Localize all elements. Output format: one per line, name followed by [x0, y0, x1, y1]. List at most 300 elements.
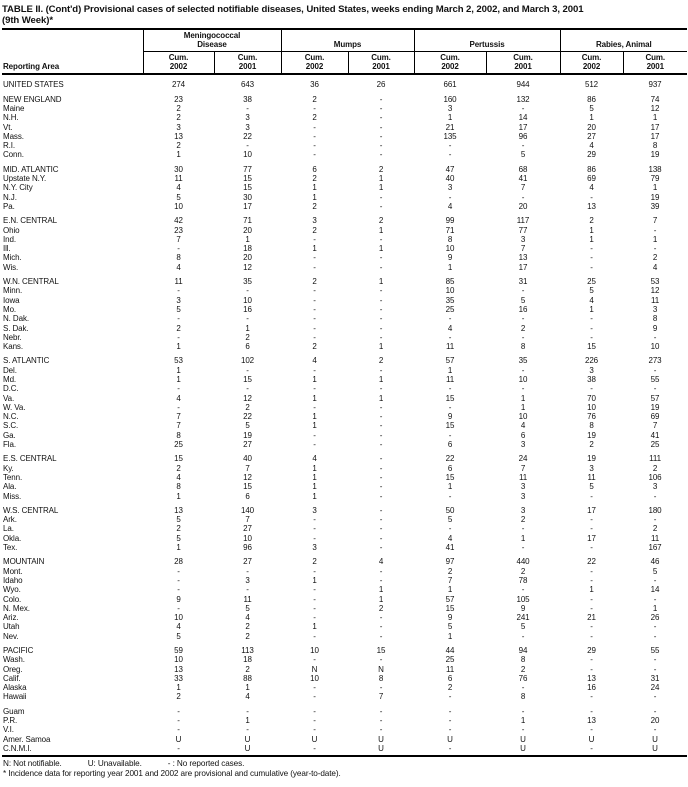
value-cell: -	[653, 491, 657, 501]
region-group-united-states	[2, 74, 687, 89]
value-cell: 10	[650, 342, 660, 352]
row-label: Amer. Samoa	[3, 734, 51, 744]
value-cell: -	[653, 244, 657, 254]
value-cell: -	[521, 543, 525, 553]
value-cell: -	[590, 314, 593, 324]
value-cell: -	[313, 234, 316, 244]
value-cell: 13	[174, 131, 183, 141]
value-cell: -	[379, 463, 383, 473]
value-cell: 14	[650, 585, 660, 595]
value-cell: -	[590, 491, 593, 501]
value-cell: -	[379, 131, 383, 141]
value-cell: 5	[520, 295, 526, 305]
region-group-en-central	[2, 211, 687, 272]
subcolumn-header	[414, 51, 486, 74]
value-cell: -	[590, 622, 593, 632]
value-cell: -	[379, 566, 383, 576]
value-cell: 14	[518, 113, 528, 123]
row-label: La.	[3, 524, 14, 534]
value-cell: 11	[518, 472, 528, 482]
footnote-asterisk: * Incidence data for reporting year 2001 and 2002 are provisional and cumulative (year-to-date).	[3, 769, 341, 779]
value-cell: 8	[520, 692, 526, 702]
value-cell: 1	[312, 412, 317, 422]
table-row	[2, 366, 687, 375]
value-cell: -	[379, 725, 383, 735]
subcolumn-header	[486, 51, 560, 74]
value-cell: 2	[245, 402, 250, 412]
value-cell: U	[652, 743, 658, 753]
value-cell: 1	[652, 234, 658, 244]
value-cell: 18	[243, 655, 252, 665]
value-cell: -	[448, 141, 452, 151]
table-row	[2, 183, 687, 192]
subcolumn-year-label: 2001	[514, 61, 532, 71]
value-cell: 35	[445, 295, 455, 305]
value-cell: 12	[243, 262, 252, 272]
table-row	[2, 272, 687, 286]
table-row	[2, 632, 687, 641]
value-cell: 944	[516, 80, 530, 90]
row-label: Va.	[3, 393, 15, 403]
value-cell: -	[448, 314, 452, 324]
value-cell: 41	[445, 543, 455, 553]
value-cell: -	[379, 314, 383, 324]
value-cell: 47	[445, 164, 455, 174]
value-cell: 25	[650, 440, 660, 450]
table-row	[2, 515, 687, 524]
value-cell: -	[379, 365, 383, 375]
value-cell: 1	[312, 421, 317, 431]
value-cell: 35	[518, 356, 528, 366]
value-cell: 11	[650, 295, 660, 305]
value-cell: 3	[520, 440, 526, 450]
value-cell: 10	[174, 655, 183, 665]
table-row	[2, 132, 687, 141]
value-cell: 12	[650, 103, 660, 113]
value-cell: 8	[176, 482, 181, 492]
table-row	[2, 333, 687, 342]
value-cell: 96	[518, 131, 528, 141]
value-cell: 8	[378, 673, 384, 683]
value-cell: 23	[174, 94, 183, 104]
table-row	[2, 524, 687, 533]
row-label: Oreg.	[3, 664, 23, 674]
value-cell: -	[379, 113, 383, 123]
value-cell: 18	[243, 244, 252, 254]
value-cell: -	[313, 122, 316, 132]
value-cell: -	[653, 622, 657, 632]
value-cell: 10	[243, 533, 252, 543]
value-cell: -	[521, 524, 525, 534]
value-cell: 1	[176, 683, 181, 693]
value-cell: -	[313, 515, 316, 525]
value-cell: -	[313, 402, 316, 412]
table-row	[2, 613, 687, 622]
value-cell: -	[653, 384, 657, 394]
value-cell: 4	[176, 393, 181, 403]
value-cell: 22	[445, 454, 455, 464]
value-cell: -	[448, 150, 452, 160]
value-cell: 27	[243, 557, 252, 567]
row-label: Mass.	[3, 131, 24, 141]
value-cell: -	[590, 655, 593, 665]
value-cell: 15	[445, 472, 455, 482]
value-cell: 5	[520, 622, 526, 632]
row-label: Ariz.	[3, 613, 19, 623]
footnote-legend-dash: - : No reported cases.	[167, 759, 245, 769]
row-label: Hawaii	[3, 692, 27, 702]
value-cell: -	[521, 365, 525, 375]
subcolumn-year-label: 2002	[305, 61, 324, 71]
table-row	[2, 440, 687, 449]
value-cell: 21	[587, 613, 596, 623]
row-label: Ohio	[3, 225, 20, 235]
value-cell: 9	[447, 613, 453, 623]
value-cell: 3	[312, 216, 317, 226]
value-cell: 17	[518, 262, 528, 272]
row-label: Wash.	[3, 655, 25, 665]
value-cell: 25	[445, 655, 455, 665]
row-label: N.Y. City	[3, 183, 33, 193]
value-cell: U	[588, 734, 595, 744]
group-label-line1: Meningococcal	[183, 31, 241, 41]
value-cell: 1	[176, 365, 181, 375]
value-cell: 5	[652, 566, 658, 576]
row-label: Alaska	[3, 683, 27, 693]
value-cell: 4	[378, 557, 384, 567]
value-cell: -	[379, 384, 383, 394]
value-cell: -	[590, 706, 593, 716]
value-cell: 6	[447, 463, 453, 473]
value-cell: -	[653, 631, 657, 641]
value-cell: 13	[587, 673, 596, 683]
value-cell: -	[653, 655, 657, 665]
row-label: Upstate N.Y.	[3, 174, 47, 184]
row-label: Iowa	[3, 295, 20, 305]
row-label: C.N.M.I.	[3, 743, 32, 753]
table-title-line2: (9th Week)*	[2, 14, 53, 26]
value-cell: -	[379, 234, 383, 244]
table-row	[2, 375, 687, 384]
table-row	[2, 552, 687, 566]
column-group-pertussis	[414, 29, 560, 51]
value-cell: 4	[589, 295, 594, 305]
value-cell: 12	[650, 286, 660, 296]
table-row	[2, 104, 687, 113]
table-row	[2, 595, 687, 604]
row-label: Calif.	[3, 673, 21, 683]
row-label: Guam	[3, 706, 25, 716]
value-cell: 85	[445, 277, 455, 287]
value-cell: 6	[447, 440, 453, 450]
row-label: Ind.	[3, 234, 16, 244]
table-row	[2, 314, 687, 323]
value-cell: 113	[241, 646, 254, 655]
table-row	[2, 692, 687, 701]
reporting-area-header: Reporting Area	[2, 29, 143, 74]
value-cell: 27	[243, 524, 252, 534]
value-cell: 3	[520, 491, 526, 501]
value-cell: U	[520, 743, 526, 753]
value-cell: U	[311, 734, 318, 744]
value-cell: 1	[312, 472, 317, 482]
table-row	[2, 641, 687, 655]
value-cell: 1	[378, 174, 384, 184]
value-cell: -	[313, 103, 316, 113]
region-group-mid-atlantic	[2, 160, 687, 211]
subcolumn-year-label: 2001	[238, 61, 257, 71]
table-row	[2, 622, 687, 631]
table-row	[2, 501, 687, 515]
value-cell: 7	[176, 412, 181, 422]
value-cell: 7	[520, 244, 526, 254]
value-cell: -	[379, 103, 383, 113]
value-cell: 2	[447, 566, 453, 576]
value-cell: 26	[376, 80, 386, 90]
value-cell: 132	[516, 94, 530, 104]
value-cell: 273	[648, 356, 662, 366]
value-cell: 6	[447, 673, 453, 683]
value-cell: 15	[445, 421, 455, 431]
value-cell: 17	[518, 122, 528, 132]
value-cell: 10	[310, 646, 319, 655]
value-cell: 2	[245, 664, 250, 674]
value-cell: 22	[243, 131, 252, 141]
row-label: N.J.	[3, 192, 17, 202]
row-label: D.C.	[3, 384, 19, 394]
row-label: Miss.	[3, 491, 22, 501]
table-row	[2, 585, 687, 594]
value-cell: -	[177, 575, 180, 585]
value-cell: 29	[587, 150, 596, 160]
subcolumn-cum-label: Cum.	[513, 52, 533, 62]
value-cell: -	[590, 543, 593, 553]
value-cell: -	[313, 594, 316, 604]
value-cell: 3	[520, 505, 526, 515]
value-cell: -	[653, 594, 657, 604]
value-cell: 11	[445, 664, 455, 674]
value-cell: -	[379, 430, 383, 440]
value-cell: 1	[378, 277, 384, 287]
value-cell: 2	[378, 603, 384, 613]
value-cell: 69	[587, 174, 596, 184]
table-row	[2, 160, 687, 174]
row-label: Maine	[3, 103, 25, 113]
value-cell: -	[653, 575, 657, 585]
value-cell: 10	[518, 374, 528, 384]
value-cell: 3	[652, 304, 658, 314]
table-row	[2, 421, 687, 430]
value-cell: 8	[589, 421, 594, 431]
subcolumn-header	[281, 51, 348, 74]
value-cell: 55	[650, 646, 660, 655]
value-cell: 1	[589, 234, 594, 244]
table-row	[2, 431, 687, 440]
value-cell: 1	[589, 585, 594, 595]
subcolumn-year-label: 2001	[646, 61, 664, 71]
value-cell: 117	[516, 216, 530, 226]
value-cell: 3	[312, 505, 317, 515]
value-cell: 53	[650, 277, 660, 287]
value-cell: -	[177, 716, 180, 726]
value-cell: 8	[176, 430, 181, 440]
value-cell: 11	[445, 374, 455, 384]
value-cell: 68	[518, 164, 528, 174]
row-label: Md.	[3, 374, 17, 384]
value-cell: -	[177, 603, 180, 613]
value-cell: -	[313, 430, 316, 440]
value-cell: 2	[652, 253, 658, 263]
value-cell: -	[313, 332, 316, 342]
value-cell: 7	[520, 183, 526, 193]
value-cell: 25	[587, 277, 596, 287]
row-label: E.N. CENTRAL	[3, 216, 57, 226]
value-cell: -	[448, 716, 452, 726]
value-cell: -	[177, 286, 180, 296]
table-row	[2, 683, 687, 692]
value-cell: 6	[520, 430, 526, 440]
footnote-legend-u: U: Unavailable.	[87, 759, 142, 769]
value-cell: 7	[652, 421, 658, 431]
value-cell: 19	[650, 402, 660, 412]
value-cell: 3	[245, 575, 250, 585]
value-cell: 7	[176, 234, 181, 244]
row-label: S.C.	[3, 421, 19, 431]
value-cell: 17	[587, 533, 596, 543]
value-cell: 3	[312, 543, 317, 553]
value-cell: 55	[650, 374, 660, 384]
value-cell: -	[521, 141, 525, 151]
table-row	[2, 394, 687, 403]
value-cell: 29	[587, 646, 596, 655]
value-cell: 7	[245, 463, 250, 473]
value-cell: 15	[243, 482, 252, 492]
value-cell: 4	[447, 533, 453, 543]
subcolumn-header	[143, 51, 214, 74]
value-cell: 5	[245, 421, 250, 431]
value-cell: 31	[650, 673, 660, 683]
value-cell: 11	[587, 472, 596, 482]
value-cell: -	[313, 706, 316, 716]
value-cell: 20	[243, 225, 252, 235]
value-cell: -	[590, 262, 593, 272]
value-cell: 2	[378, 164, 384, 174]
value-cell: 5	[176, 631, 181, 641]
value-cell: -	[379, 622, 383, 632]
value-cell: -	[379, 515, 383, 525]
value-cell: -	[379, 631, 383, 641]
region-group-mountain	[2, 552, 687, 641]
value-cell: -	[521, 192, 525, 202]
value-cell: 2	[520, 515, 526, 525]
value-cell: 1	[378, 244, 384, 254]
table-row	[2, 744, 687, 753]
value-cell: -	[313, 295, 316, 305]
value-cell: -	[246, 286, 249, 296]
value-cell: 24	[518, 454, 528, 464]
value-cell: 1	[378, 183, 384, 193]
value-cell: 22	[587, 557, 596, 567]
value-cell: 2	[245, 622, 250, 632]
value-cell: 5	[589, 482, 594, 492]
table-row	[2, 412, 687, 421]
subcolumn-header	[560, 51, 623, 74]
value-cell: -	[590, 323, 593, 333]
value-cell: -	[448, 430, 452, 440]
value-cell: 3	[447, 183, 453, 193]
value-cell: -	[313, 533, 316, 543]
row-label: Colo.	[3, 594, 22, 604]
data-table	[2, 28, 687, 753]
table-row	[2, 655, 687, 664]
value-cell: 15	[445, 603, 455, 613]
value-cell: 17	[650, 122, 660, 132]
value-cell: 15	[376, 646, 386, 655]
value-cell: -	[246, 314, 249, 324]
value-cell: 9	[176, 594, 181, 604]
table-row	[2, 211, 687, 225]
value-cell: 41	[650, 430, 660, 440]
value-cell: 7	[245, 515, 250, 525]
value-cell: 4	[176, 472, 181, 482]
subcolumn-year-label: 2001	[372, 61, 390, 71]
value-cell: -	[177, 314, 180, 324]
table-row	[2, 113, 687, 122]
value-cell: -	[448, 332, 452, 342]
value-cell: -	[590, 594, 593, 604]
row-label: PACIFIC	[3, 646, 34, 655]
value-cell: 76	[518, 673, 528, 683]
value-cell: 11	[243, 594, 252, 604]
value-cell: 9	[652, 323, 658, 333]
region-group-es-central	[2, 449, 687, 500]
value-cell: -	[653, 692, 657, 702]
value-cell: U	[652, 734, 658, 744]
value-cell: -	[448, 524, 452, 534]
value-cell: 88	[243, 673, 252, 683]
value-cell: U	[378, 734, 384, 744]
value-cell: -	[521, 314, 525, 324]
value-cell: 2	[312, 277, 317, 287]
table-row	[2, 296, 687, 305]
value-cell: -	[590, 725, 593, 735]
value-cell: 35	[243, 277, 252, 287]
row-label: W. Va.	[3, 402, 26, 412]
value-cell: 1	[245, 716, 250, 726]
value-cell: 77	[243, 164, 252, 174]
value-cell: -	[313, 683, 316, 693]
subcolumn-year-label: 2002	[582, 61, 601, 71]
value-cell: -	[177, 706, 180, 716]
value-cell: 2	[176, 524, 181, 534]
value-cell: -	[590, 603, 593, 613]
value-cell: -	[246, 566, 249, 576]
value-cell: 440	[516, 557, 530, 567]
value-cell: -	[177, 244, 180, 254]
table-row	[2, 253, 687, 262]
value-cell: 24	[650, 683, 660, 693]
value-cell: -	[313, 585, 316, 595]
value-cell: 1	[378, 225, 384, 235]
value-cell: 33	[174, 673, 183, 683]
value-cell: 2	[589, 440, 594, 450]
row-label: N. Dak.	[3, 314, 29, 324]
footnotes	[2, 755, 687, 779]
value-cell: 274	[171, 80, 186, 90]
value-cell: 1	[447, 262, 453, 272]
value-cell: 4	[176, 622, 181, 632]
value-cell: -	[379, 295, 383, 305]
